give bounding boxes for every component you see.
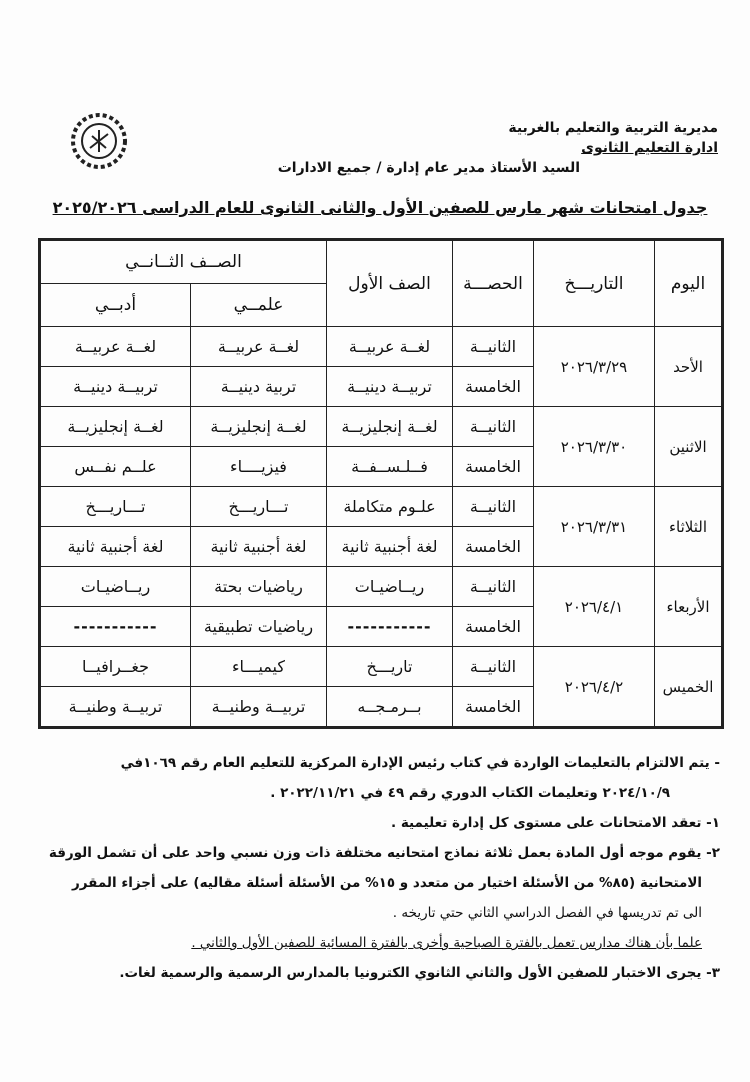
day-cell: الأربعاء <box>655 567 723 647</box>
period-cell: الثانيــة <box>453 647 534 687</box>
note-3: ٣- يجرى الاختبار للصفين الأول والثاني الثانوي الكترونيا بالمدارس الرسمية والرسمية لغات. <box>119 965 720 981</box>
table-row <box>40 407 723 447</box>
directorate-name: مديرية التربية والتعليم بالغربية <box>508 120 718 136</box>
table-row <box>40 647 723 687</box>
subject-first: ريــاضيـات <box>327 567 453 607</box>
period-cell: الثانيــة <box>453 487 534 527</box>
col-day: اليوم <box>655 240 723 327</box>
table-row <box>40 487 723 527</box>
period-cell: الثانيــة <box>453 567 534 607</box>
subject-lit: ----------- <box>40 607 191 647</box>
subject-lit: لغــة إنجليزيــة <box>40 407 191 447</box>
date-cell: ٢٠٢٦/٣/٣١ <box>534 487 655 567</box>
administration-name: ادارة التعليم الثانوى <box>581 140 718 156</box>
note-general-cont: ٢٠٢٤/١٠/٩ وتعليمات الكتاب الدوري رقم ٤٩ في ٢٠٢٢/١١/٢١ . <box>270 785 670 801</box>
period-cell: الخامسة <box>453 607 534 647</box>
subject-first: لغــة عربيــة <box>327 327 453 367</box>
note-2: ٢- يقوم موجه أول المادة بعمل ثلاثة نماذج امتحانيه مختلفة ذات وزن نسبي واحد على أن تشمل الورقة <box>48 845 720 861</box>
subject-sci: لغــة إنجليزيــة <box>191 407 327 447</box>
exam-schedule-table <box>38 238 724 729</box>
addressee: السيد الأستاذ مدير عام إدارة / جميع الادارات <box>277 160 580 176</box>
period-cell: الخامسة <box>453 367 534 407</box>
ministry-logo-icon <box>70 112 128 170</box>
subject-sci: تربيــة وطنيــة <box>191 687 327 728</box>
col-period: الحصـــة <box>453 240 534 327</box>
subject-first: لغــة إنجليزيــة <box>327 407 453 447</box>
date-cell: ٢٠٢٦/٣/٣٠ <box>534 407 655 487</box>
subject-first: علـوم متكاملة <box>327 487 453 527</box>
subject-lit: جغــرافيــا <box>40 647 191 687</box>
subject-lit: ريــاضيـات <box>40 567 191 607</box>
subject-first: تاريـــخ <box>327 647 453 687</box>
day-cell: الثلاثاء <box>655 487 723 567</box>
period-cell: الثانيــة <box>453 407 534 447</box>
note-2-cont: الامتحانية (٨٥% من الأسئلة اختيار من متعدد و ١٥% من الأسئلة أسئلة مقاليه) على أجزاء المقرر <box>72 875 702 891</box>
col-first-grade: الصف الأول <box>327 240 453 327</box>
note-2-remark: علما بأن هناك مدارس تعمل بالفترة الصباحية وأخرى بالفترة المسائية للصفين الأول والثاني . <box>191 935 702 951</box>
col-second-grade: الصــف الثــانــي <box>40 240 327 284</box>
subject-first: تربيــة دينيــة <box>327 367 453 407</box>
subject-sci: تـــاريـــخ <box>191 487 327 527</box>
subject-sci: فيزيــــاء <box>191 447 327 487</box>
date-cell: ٢٠٢٦/٣/٢٩ <box>534 327 655 407</box>
subject-first: فــلـســفــة <box>327 447 453 487</box>
subject-sci: كيميـــاء <box>191 647 327 687</box>
subject-sci: رياضيات تطبيقية <box>191 607 327 647</box>
instructions <box>30 748 720 988</box>
table-row <box>40 567 723 607</box>
subject-first: ----------- <box>327 607 453 647</box>
subject-sci: لغة أجنبية ثانية <box>191 527 327 567</box>
subject-sci: تربية دينيــة <box>191 367 327 407</box>
day-cell: الأحد <box>655 327 723 407</box>
note-1: ١- تعقد الامتحانات على مستوى كل إدارة تعليمية . <box>391 815 720 831</box>
subject-lit: لغة أجنبية ثانية <box>40 527 191 567</box>
day-cell: الاثنين <box>655 407 723 487</box>
subject-lit: تربيــة دينيــة <box>40 367 191 407</box>
period-cell: الخامسة <box>453 687 534 728</box>
page-title: جدول امتحانات شهر مارس للصفين الأول والثانى الثانوى للعام الدراسى ٢٠٢٥/٢٠٢٦ <box>52 198 708 217</box>
note-general: - يتم الالتزام بالتعليمات الواردة في كتاب رئيس الإدارة المركزية للتعليم العام رقم ١٠٦٩في <box>120 755 720 771</box>
date-cell: ٢٠٢٦/٤/١ <box>534 567 655 647</box>
col-literary: أدبــي <box>40 284 191 327</box>
subject-first: بــرمـجــه <box>327 687 453 728</box>
subject-lit: تربيــة وطنيــة <box>40 687 191 728</box>
period-cell: الخامسة <box>453 447 534 487</box>
col-date: التاريـــخ <box>534 240 655 327</box>
note-2-cont2: الى تم تدريسها في الفصل الدراسي الثاني حتي تاريخه . <box>392 905 702 921</box>
period-cell: الثانيــة <box>453 327 534 367</box>
subject-lit: لغــة عربيــة <box>40 327 191 367</box>
table-row <box>40 327 723 367</box>
period-cell: الخامسة <box>453 527 534 567</box>
subject-lit: تـــاريـــخ <box>40 487 191 527</box>
subject-sci: لغــة عربيــة <box>191 327 327 367</box>
subject-first: لغة أجنبية ثانية <box>327 527 453 567</box>
col-scientific: علمــي <box>191 284 327 327</box>
day-cell: الخميس <box>655 647 723 728</box>
subject-lit: علــم نفــس <box>40 447 191 487</box>
date-cell: ٢٠٢٦/٤/٢ <box>534 647 655 728</box>
subject-sci: رياضيات بحتة <box>191 567 327 607</box>
